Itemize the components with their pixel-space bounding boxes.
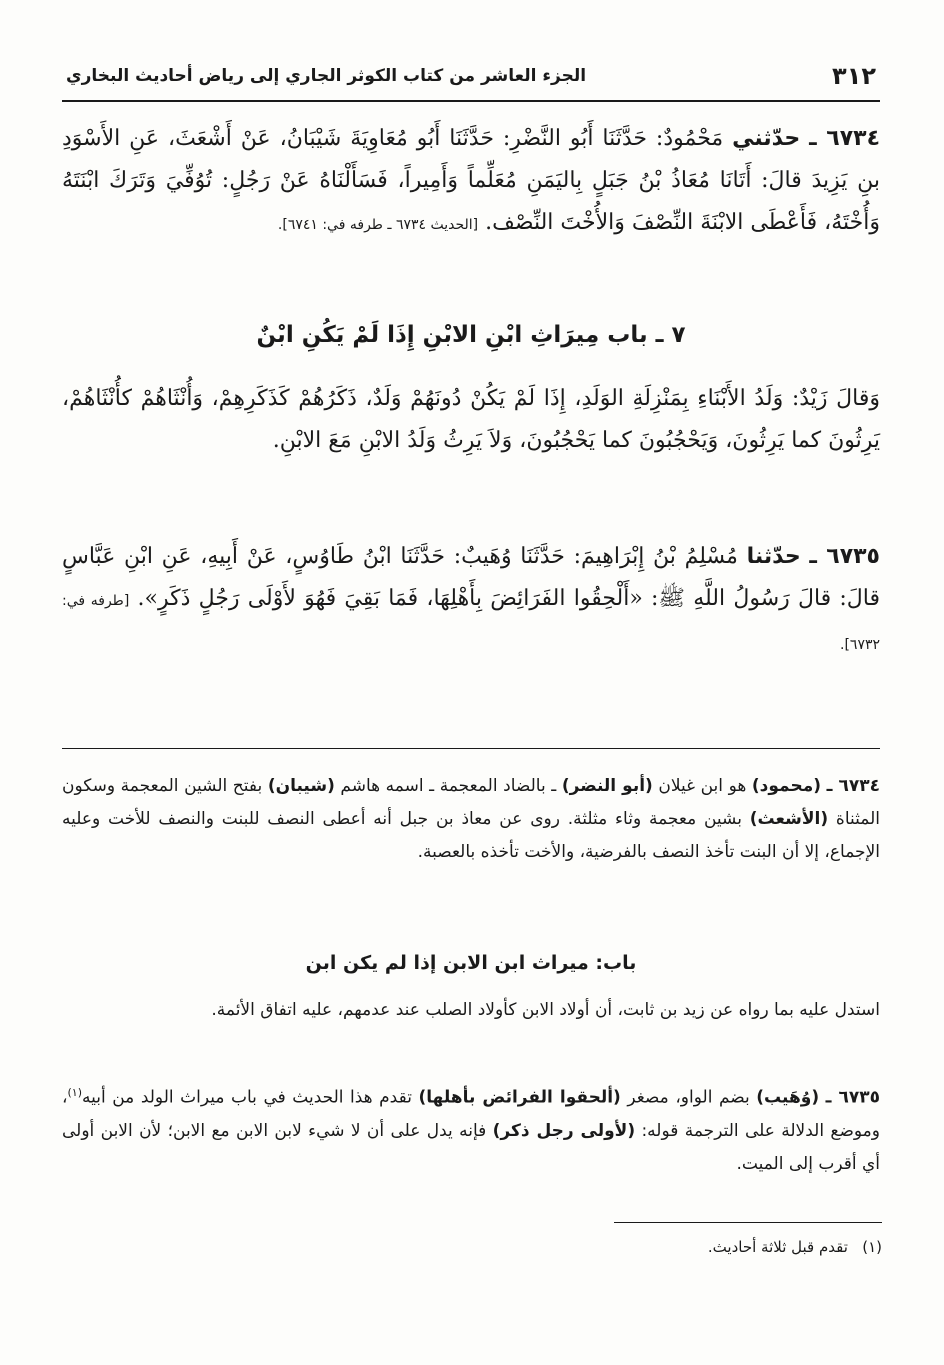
term: (ألحقوا الفرائض بأهلها) <box>418 1087 621 1108</box>
term: (لأولى رجل ذكر) <box>492 1120 636 1141</box>
footnote-separator <box>614 1222 882 1223</box>
footnote-text: تقدم قبل ثلاثة أحاديث. <box>707 1238 848 1256</box>
term: (وُهَيب) <box>756 1087 820 1108</box>
commentary-number: ٦٧٣٤ ـ <box>826 776 880 796</box>
page-number: ٣١٢ <box>832 62 876 90</box>
bab-text <box>62 378 880 462</box>
commentary-text: بفتح الشين المعجمة وسكون المثناة <box>62 776 880 829</box>
hadith-text: مَحْمُودٌ: حَدَّثَنَا أَبُو النَّضْرِ: حَدَّثَنَا أَبُو مُعَاوِيَةَ شَيْبَانُ، عَنْ أَشْعَثَ، عَنِ الأَسْوَدِ بنِ يَزِيدَ قالَ: أَتَانَا مُعَاذُ بْنُ جَبَلٍ بِاليَمَنِ مُعَلِّماً وَأَمِيراً، فَسَأَلْنَاهُ عَنْ رَجُلٍ: تُوُفِّيَ وَتَرَكَ ابْنَتَهُ وَأُخْتَهُ، فَأَعْطَى الابْنَةَ النِّصْفَ وَالأُخْتَ النِّصْف. <box>62 126 880 235</box>
page-header <box>62 56 880 102</box>
commentary-text: هو ابن غيلان <box>652 776 752 796</box>
hadith-6734 <box>62 118 880 246</box>
commentary-text: ، وموضع الدلالة على الترجمة قوله: <box>62 1087 880 1141</box>
hadith-text: مُسْلِمُ بْنُ إِبْرَاهِيمَ: حَدَّثَنَا وُهَيبٌ: حَدَّثَنَا ابْنُ طَاوُسٍ، عَنْ أَبِيهِ، عَنِ ابْنِ عَبَّاسٍ قالَ: قالَ رَسُولُ اللَّهِ ﷺ: «أَلْحِقُوا الفَرَائِضَ بِأَهْلِهَا، فَمَا بَقِيَ فَهُوَ لأَوْلَى رَجُلٍ ذَكَرٍ». <box>62 544 881 611</box>
term: (محمود) <box>751 776 821 796</box>
hadith-number: ٦٧٣٥ ـ <box>809 544 880 569</box>
commentary-bab-heading: باب: ميراث ابن الابن إذا لم يكن ابن <box>305 952 637 974</box>
commentary-6735 <box>62 1076 880 1181</box>
footnote-number: (١) <box>862 1238 882 1256</box>
running-title: الجزء العاشر من كتاب الكوثر الجاري إلى رياض أحاديث البخاري <box>66 66 587 86</box>
hadith-6735 <box>62 536 880 666</box>
commentary-text: بضم الواو، مصغر <box>620 1087 757 1108</box>
footnote-marker: (١) <box>67 1086 83 1099</box>
commentary-text: تقدم هذا الحديث في باب ميراث الولد من أبيه <box>82 1087 419 1108</box>
term: (شيبان) <box>267 776 335 796</box>
bab-paragraph: وَقالَ زَيْدٌ: وَلَدُ الأَبْنَاءِ بِمَنْزِلَةِ الوَلَدِ، إِذَا لَمْ يَكُنْ دُونَهُمْ وَلَدٌ، ذَكَرُهُمْ كَذَكَرِهِمْ، وَأُنْثَاهُمْ كأُنْثَاهُمْ، يَرِثُونَ كما يَرِثُونَ، وَيَحْجُبُونَ كما يَحْجُبُونَ، وَلاَ يَرِثُ وَلَدُ الابْنِ مَعَ الابْنِ. <box>62 386 880 453</box>
commentary-text: بشين معجمة وثاء مثلثة. روى عن معاذ بن جبل أنه أعطى النصف للبنت والنصف للأخت وعليه الإجماع، إلا أن البنت تأخذ النصف بالفرضية، والأخت تأخذه بالعصبة. <box>62 809 880 862</box>
commentary-text: فإنه يدل على أن لا شيء لابن الابن مع الابن؛ لأن الابن أولى أي أقرب إلى الميت. <box>62 1120 880 1174</box>
hadith-verb: حدّثنا <box>746 544 801 569</box>
hadith-number: ٦٧٣٤ ـ <box>809 126 880 151</box>
hadith-verb: حدّثني <box>732 126 801 151</box>
footnote <box>282 1238 882 1256</box>
commentary-6734 <box>62 770 880 869</box>
commentary-number: ٦٧٣٥ ـ <box>825 1087 881 1108</box>
commentary-paragraph: استدل عليه بما رواه عن زيد بن ثابت، أن أولاد الابن كأولاد الصلب عند عدمهم، عليه اتفاق الأئمة. <box>211 1000 880 1020</box>
hadith-reference: [الحديث ٦٧٣٤ ـ طرفه في: ٦٧٤١]. <box>277 217 479 233</box>
commentary-bab <box>62 994 880 1027</box>
commentary-separator <box>62 748 880 749</box>
commentary-text: ـ بالضاد المعجمة ـ اسمه هاشم <box>334 776 562 796</box>
term: (الأشعث) <box>749 809 829 829</box>
bab-heading: ٧ ـ باب مِيرَاثِ ابْنِ الابْنِ إِذَا لَمْ يَكُنِ ابْنٌ <box>256 322 686 348</box>
term: (أبو النضر) <box>561 776 653 796</box>
hadith-reference: [طرفه في: ٦٧٣٢]. <box>62 593 880 653</box>
